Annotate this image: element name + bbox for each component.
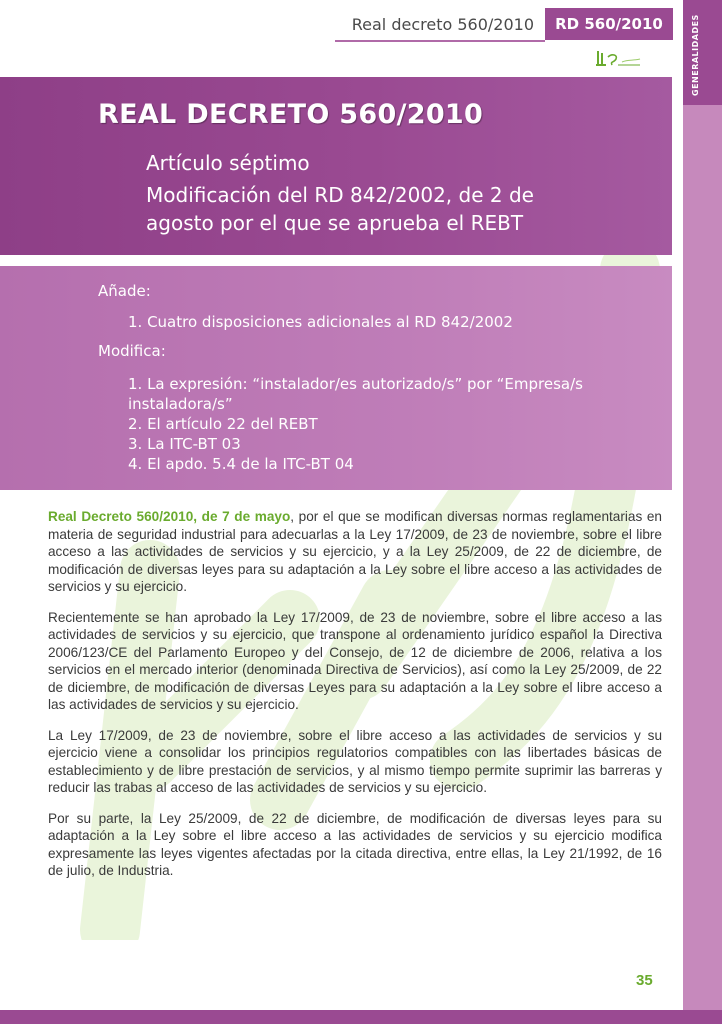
subtitle-line: Modificación del RD 842/2002, de 2 de — [146, 183, 534, 207]
title-panel — [0, 77, 672, 255]
page-number: 35 — [636, 972, 653, 989]
decree-highlight: Real Decreto 560/2010, de 7 de mayo — [48, 509, 291, 524]
subtitle-line: agosto por el que se aprueba el REBT — [146, 211, 524, 235]
side-tab-label: GENERALIDADES — [691, 14, 700, 96]
page-title: REAL DECRETO 560/2010 — [98, 99, 484, 130]
body-paragraph: Por su parte, la Ley 25/2009, de 22 de diciembre, de modificación de diversas leyes para su adaptación a la Ley sobre el libre acceso a las actividades de servicios y su ejercicio modifica expresamente las leyes vigentes afectadas por la citada directiva, entre ellas, la Ley 21/1992, de 16 de julio, de Industria. — [48, 810, 662, 878]
side-tab-top — [683, 0, 722, 105]
adds-item: 1. Cuatro disposiciones adicionales al RD 842/2002 — [128, 313, 513, 331]
summary-panel — [0, 266, 672, 490]
modifies-item: 1. La expresión: “instalador/es autorizado/s” por “Empresa/s instaladora/s” — [128, 375, 583, 413]
running-header-title: Real decreto 560/2010 — [351, 15, 534, 34]
modifies-item: 2. El artículo 22 del REBT — [128, 415, 318, 433]
subtitle-line: Artículo séptimo — [146, 151, 310, 175]
modifies-item: 4. El apdo. 5.4 de la ITC-BT 04 — [128, 455, 354, 473]
adds-label: Añade: — [98, 282, 151, 300]
body-paragraph — [48, 508, 662, 596]
body-text — [48, 508, 662, 893]
body-paragraph: La Ley 17/2009, de 23 de noviembre, sobre el libre acceso a las actividades de servicios y su ejercicio viene a consolidar los principios regulatorios compatibles con las libertades básicas de establecimiento y de libre prestación de servicios, y al mismo tiempo permite suprimir las barreras y reducir las trabas al acceso de las actividades de servicios y su ejercicio. — [48, 727, 662, 795]
header-badge: RD 560/2010 — [545, 8, 673, 40]
paragraph-text: , por el que se modifican diversas normas reglamentarias en materia de seguridad industrial para adecuarlas a la Ley 17/2009, de 23 de noviembre, sobre el libre acceso a las actividades de servicios y su ejercicio, y a la Ley 25/2009, de 22 de diciembre, de modificación de diversas leyes para su adaptación a la Ley sobre el libre acceso a las actividades de servicios y su ejercicio. — [48, 509, 662, 594]
body-paragraph: Recientemente se han aprobado la Ley 17/2009, de 23 de noviembre, sobre el libre acceso a las actividades de servicios y su ejercicio, que transpone al ordenamiento jurídico español la Directiva 2006/123/CE del Parlamento Europeo y del Consejo, de 12 de diciembre de 2006, relativa a los servicios en el mercado interior (denominada Directiva de Servicios), así como la Ley 25/2009, de 22 de diciembre, de modificación de diversas Leyes para su adaptación a la Ley sobre el libre acceso a las actividades de servicios y su ejercicio. — [48, 609, 662, 712]
modifies-item: 3. La ITC-BT 03 — [128, 435, 241, 453]
side-tab-band — [683, 105, 722, 1024]
footer-bar — [0, 1010, 722, 1024]
modifies-label: Modifica: — [98, 342, 166, 360]
green-logo-icon — [592, 49, 644, 71]
header-divider — [335, 40, 545, 42]
